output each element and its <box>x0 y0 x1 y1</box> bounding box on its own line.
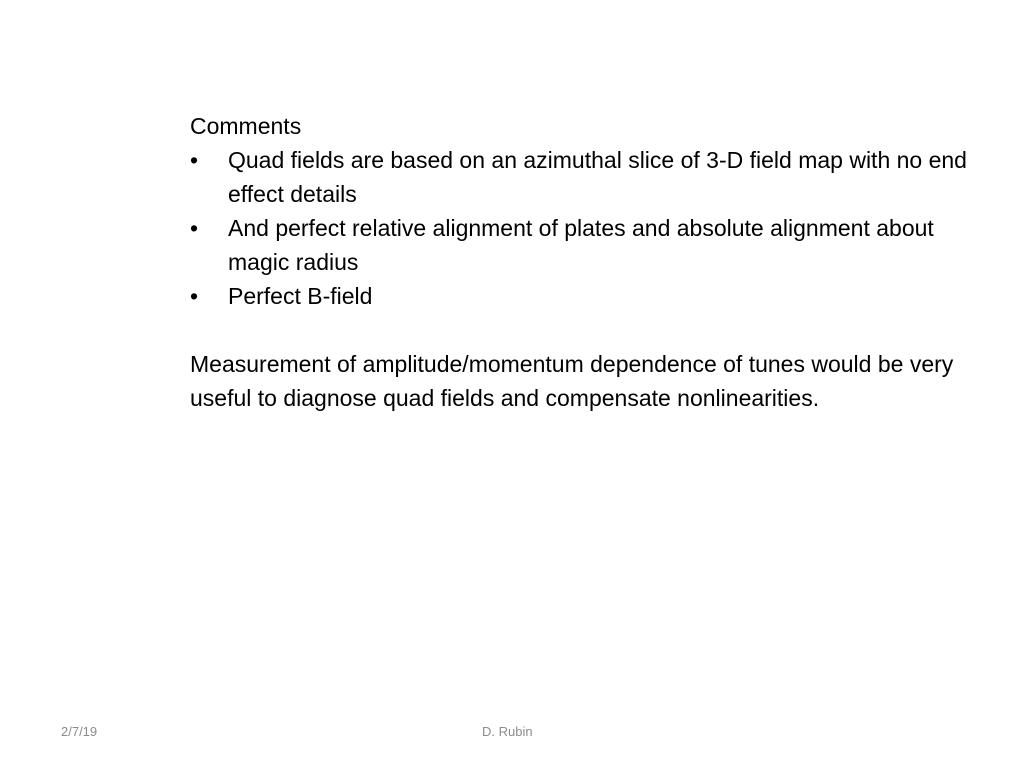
footer-date: 2/7/19 <box>61 724 98 739</box>
bullet-text: Perfect B-field <box>228 283 373 309</box>
bullet-item <box>190 211 970 279</box>
bullet-icon: • <box>190 147 199 173</box>
slide-heading: Comments <box>190 113 302 139</box>
paragraph-spacer <box>190 313 970 347</box>
slide-content <box>190 109 970 415</box>
bullet-list <box>190 143 970 313</box>
footer-author: D. Rubin <box>482 724 533 739</box>
bullet-text: And perfect relative alignment of plates and absolute alignment about magic radius <box>228 215 934 275</box>
bullet-item <box>190 279 970 313</box>
slide-paragraph: Measurement of amplitude/momentum dependence of tunes would be very useful to diagnose quad fields and compensate nonlinearities. <box>190 351 954 411</box>
bullet-item <box>190 143 970 211</box>
bullet-text: Quad fields are based on an azimuthal slice of 3-D field map with no end effect details <box>228 147 967 207</box>
bullet-icon: • <box>190 283 199 309</box>
bullet-icon: • <box>190 215 199 241</box>
